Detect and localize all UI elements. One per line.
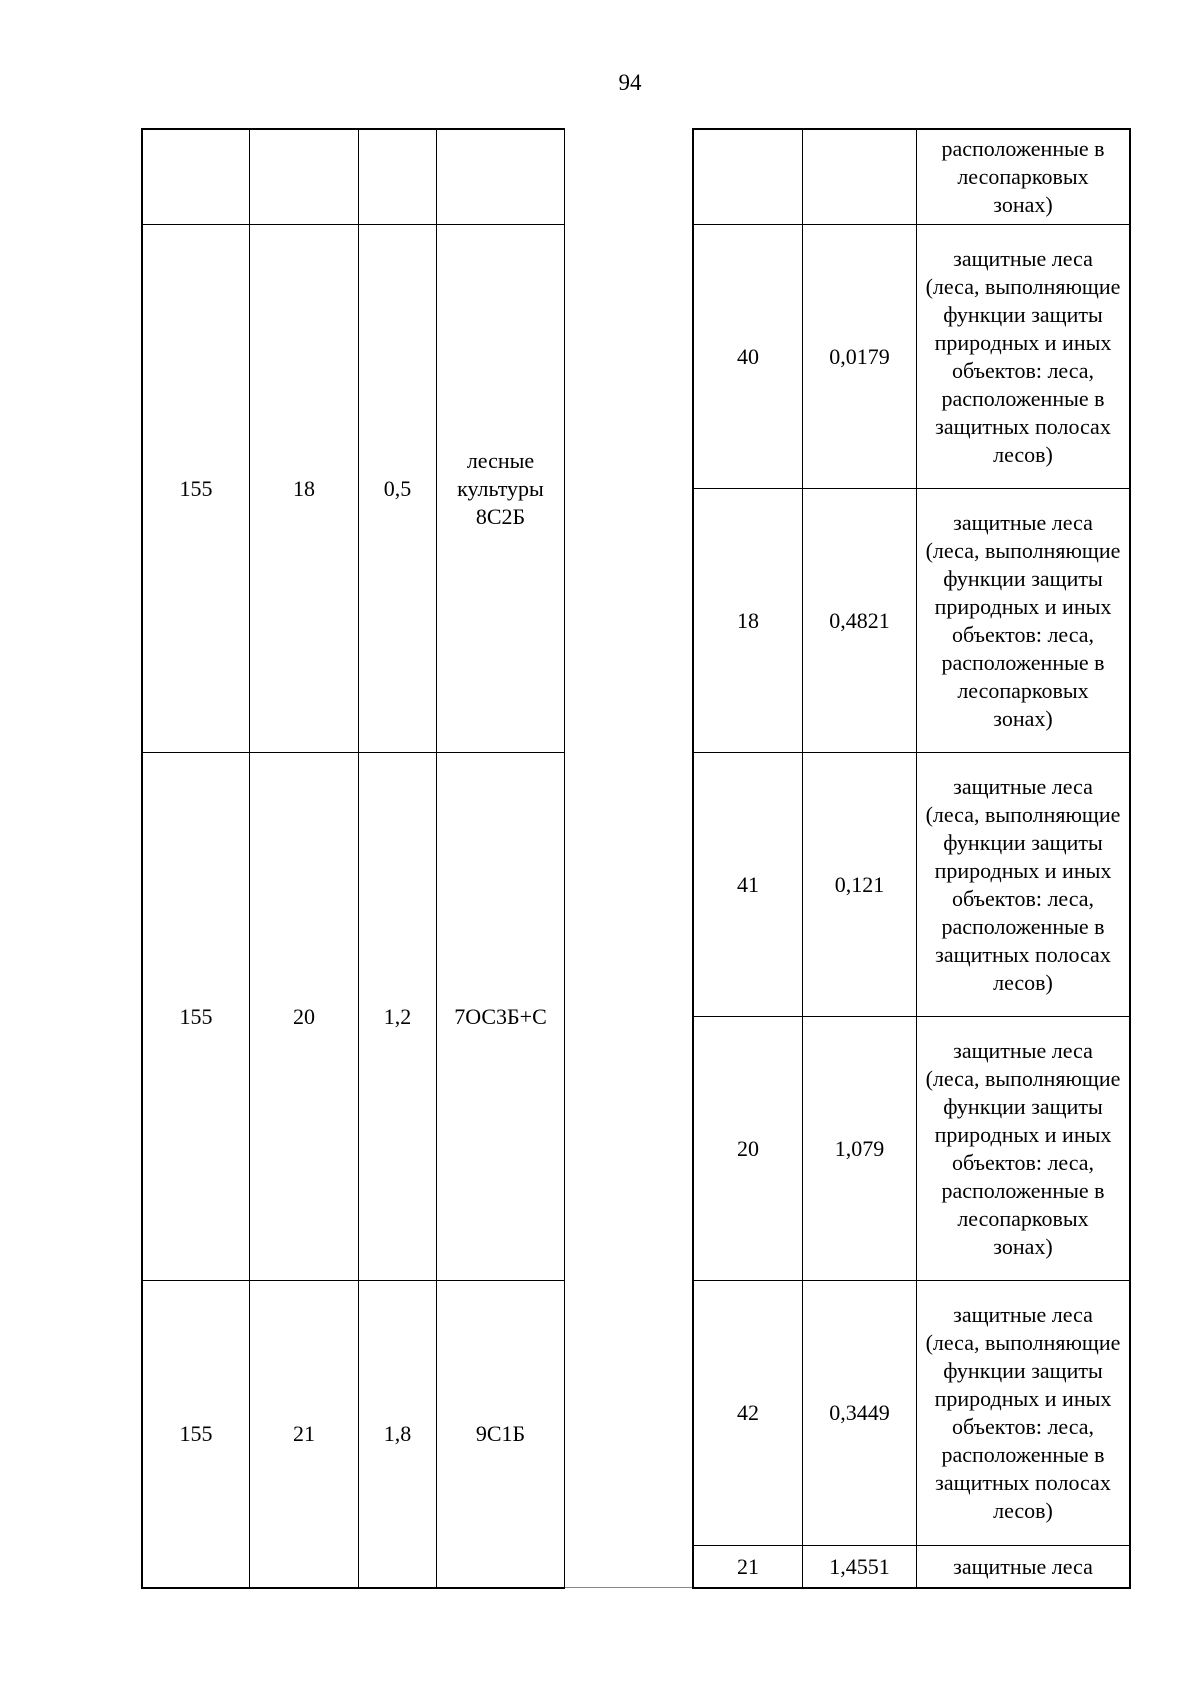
table-cell: 21 — [737, 1553, 759, 1579]
table-cell: 20 — [293, 1003, 315, 1029]
table-cell — [250, 130, 358, 224]
table-cell: 41 — [737, 871, 759, 897]
table-cell: защитные леса (леса, выполняющие функции защиты природных и иных объектов: леса, расположенные в лесопарковых зонах) — [925, 1037, 1121, 1259]
table-cell: 1,2 — [383, 1003, 412, 1029]
table-cell: защитные леса (леса, выполняющие функции защиты природных и иных объектов: леса, расположенные в защитных полосах лесов) — [925, 773, 1121, 995]
page-number: 94 — [618, 70, 642, 95]
table-cell: 21 — [293, 1421, 315, 1446]
table-cell: 18 — [737, 607, 759, 633]
table-cell: 42 — [737, 1400, 759, 1425]
table-cell — [359, 130, 436, 224]
table-cell: 1,079 — [834, 1135, 885, 1161]
table-cell: 7ОС3Б+С — [454, 1003, 547, 1029]
table-cell — [143, 130, 249, 224]
table-cell: защитные леса (леса, выполняющие функции защиты природных и иных объектов: леса, расположенные в защитных полосах лесов) — [925, 245, 1121, 467]
table-cell: 0,4821 — [829, 607, 890, 633]
table-cell: 155 — [179, 1003, 213, 1029]
table-cell: лесные культуры 8С2Б — [457, 447, 544, 529]
table-cell: 9С1Б — [475, 1421, 526, 1446]
divider — [565, 1587, 693, 1588]
table-cell: 1,4551 — [829, 1553, 890, 1579]
table-cell: 155 — [179, 1421, 213, 1446]
table-cell: 155 — [179, 475, 213, 501]
table-cell: 20 — [737, 1135, 759, 1161]
table-cell: 40 — [737, 343, 759, 369]
table-cell — [694, 130, 802, 224]
table-cell: 1,8 — [383, 1421, 412, 1446]
table-cell: 0,0179 — [829, 343, 890, 369]
left-table — [141, 128, 565, 1589]
right-table — [692, 128, 1131, 1589]
table-cell: защитные леса (леса, выполняющие функции защиты природных и иных объектов: леса, расположенные в лесопарковых зонах) — [925, 509, 1121, 731]
table-cell: 0,121 — [834, 871, 885, 897]
table-cell: 0,5 — [383, 475, 412, 501]
table-cell — [437, 130, 564, 224]
table-cell: 18 — [293, 475, 315, 501]
table-cell: 0,3449 — [829, 1400, 890, 1425]
table-cell: расположенные в лесопарковых зонах) — [941, 136, 1105, 217]
table-cell: защитные леса (леса, выполняющие функции защиты природных и иных объектов: леса, расположенные в защитных полосах лесов) — [925, 1302, 1121, 1523]
table-cell — [803, 130, 916, 224]
table-cell: защитные леса — [953, 1553, 1093, 1579]
